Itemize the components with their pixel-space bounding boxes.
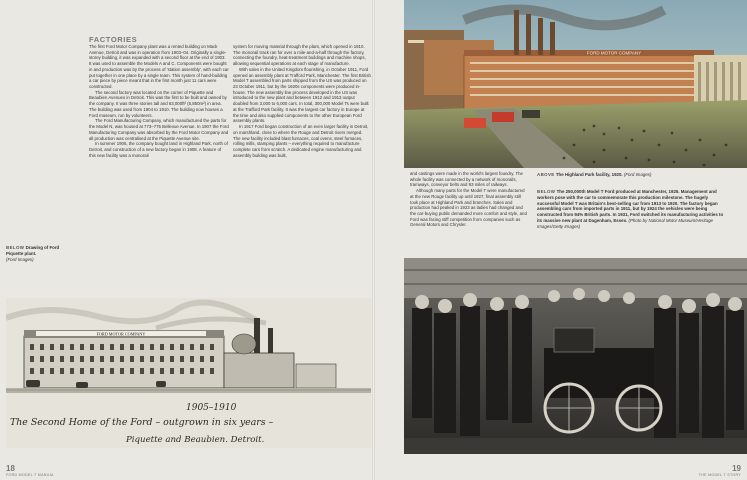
paragraph: The Ford Manufacturing Company, which manufactured the parts for the Model N, was housed at 773–775 Bellevue Avenue. In 1907 the Ford Manufacturing Company was absorbed by the Ford Motor Company and all production was centralised at the Piquette Avenue site. <box>89 118 229 141</box>
highland-sign: FORD MOTOR COMPANY <box>586 50 642 56</box>
text-column-3 <box>410 171 528 228</box>
drawing-caption-line-2: Piquette and Beaubien. Detroit. <box>126 435 265 445</box>
section-title: FACTORIES <box>89 35 138 44</box>
drawing-caption-line-1: The Second Home of the Ford – outgrown in six years – <box>10 417 274 428</box>
caption-credit: (Ford Images) <box>623 172 652 177</box>
paragraph: The second factory was located on the corner of Piquette and Beaubien Avenues in Detroit. This was the first to be built and owned by the company. It was three stories tall and 63,000ft² (5,850m²) in area. The building was used from 1904 to 1910. The building now houses a Ford museum, run by volunteers. <box>89 89 227 118</box>
caption-label: BELOW <box>537 189 556 194</box>
running-footer-right: THE MODEL T STORY <box>698 473 741 477</box>
caption-label: ABOVE <box>537 172 555 177</box>
highland-caption <box>537 172 727 178</box>
text-column-1 <box>89 44 229 158</box>
piquette-caption <box>6 245 68 262</box>
paragraph: and castings were made in the world's largest foundry. The whole facility was connected by a network of monorails, tramways, conveyor belts and 93 miles of railways. <box>410 171 523 188</box>
text-column-2 <box>233 44 371 158</box>
caption-credit: (Photo by National Motor Museum/Heritage Images/Getty Images) <box>537 217 713 229</box>
piquette-plant-drawing <box>6 298 371 448</box>
page-number-right: 19 <box>732 464 741 473</box>
manchester-group-photo <box>404 258 747 454</box>
paragraph: Although many parts for the Model T were manufactured at the new Rouge facility up until 1927, final assembly still took place at Highland Park and branches. Sales and production had peaked in 1923 as ladies had changed and the car-buying public demanded more comfort and style, and Ford was facing stiff competition from companies such as General Motors and Chrysler. <box>410 188 527 228</box>
caption-text: The 250,000th Model T Ford produced at Manchester, 1925. Management and workers pose with the car to commemorate this production milestone. The hugely successful Model T was Britain's best-selling car from 1913 to 1920. The factory began assembling cars from imported parts in 1911, but by 1924 the vehicles were being constructed from 94% British parts. In 1931, Ford switched its manufacturing activities to its massive new plant at Dagenham, Essex. <box>537 189 724 223</box>
piquette-illustration <box>6 298 371 448</box>
caption-title: The Highland Park facility, 1920. <box>555 172 623 177</box>
paragraph: system for moving material through the plant, which opened in 1910. The monorail track ran for over a mile-and-a-half through the factory, connecting the foundry, heat-treatment buildings and machine shops, allowing sequential operations at each stage of manufacture. <box>233 44 366 67</box>
manchester-caption <box>537 189 727 230</box>
caption-title: Drawing of Ford Piquette plant. <box>6 245 60 256</box>
factory-sign: FORD MOTOR COMPANY <box>96 331 146 337</box>
group-photo-illustration <box>404 258 747 454</box>
paragraph: In 1917 Ford began construction of an even larger facility in Detroit, on marshland, close to where the Rouge and Detroit rivers merged. The new facility included blast furnaces, coal ovens, steel furnaces, rolling mills, stamping plants – everything required to manufacture complete cars from scratch. A dedicated engine manufacturing and assembly building was built, <box>233 124 369 158</box>
page-number-left: 18 <box>6 464 15 473</box>
drawing-years: 1905–1910 <box>186 403 237 413</box>
book-gutter <box>372 0 375 480</box>
caption-credit: (Ford Images) <box>6 256 34 262</box>
paragraph: With sales in the United Kingdom flourishing, in October 1911, Ford opened an assembly plant at Trafford Park, Manchester. The first British Model T assembled from parts shipped from the US was produced on 23 October 1911, but by the 1920s components were produced in-house. The new assembly line process developed in the US was introduced to the new plant and between 1912 and 1913 output doubled from 3,000 to 6,000 cars. In total, 300,000 Model Ts were built at the Trafford Park facility. It was the largest car factory in Europe at the time and also supplied components to the other European Ford assembly plants. <box>233 66 371 124</box>
running-footer-left: FORD MODEL T MANUAL <box>6 473 55 477</box>
caption-label: BELOW <box>6 245 25 250</box>
paragraph: In summer 1906, the company bought land in Highland Park, north of Detroit, and construction of a new factory began in 1908. A feature of this new facility was a monorail <box>89 141 228 158</box>
highland-park-illustration <box>404 0 747 168</box>
highland-park-photo <box>404 0 747 168</box>
paragraph: The first Ford Motor Company plant was a rented building on Mack Avenue, Detroit and was in operation from 1903–04. Originally a single-storey building, it was expanded with a second floor at the end of 1903. It was used to assemble the Models A and C. Components were bought in and production was by the process of 'station assembly', with each car put together in one place by a single team. This system of hand-building a car piece by piece meant that in the first month just 11 cars were constructed. <box>89 44 229 90</box>
